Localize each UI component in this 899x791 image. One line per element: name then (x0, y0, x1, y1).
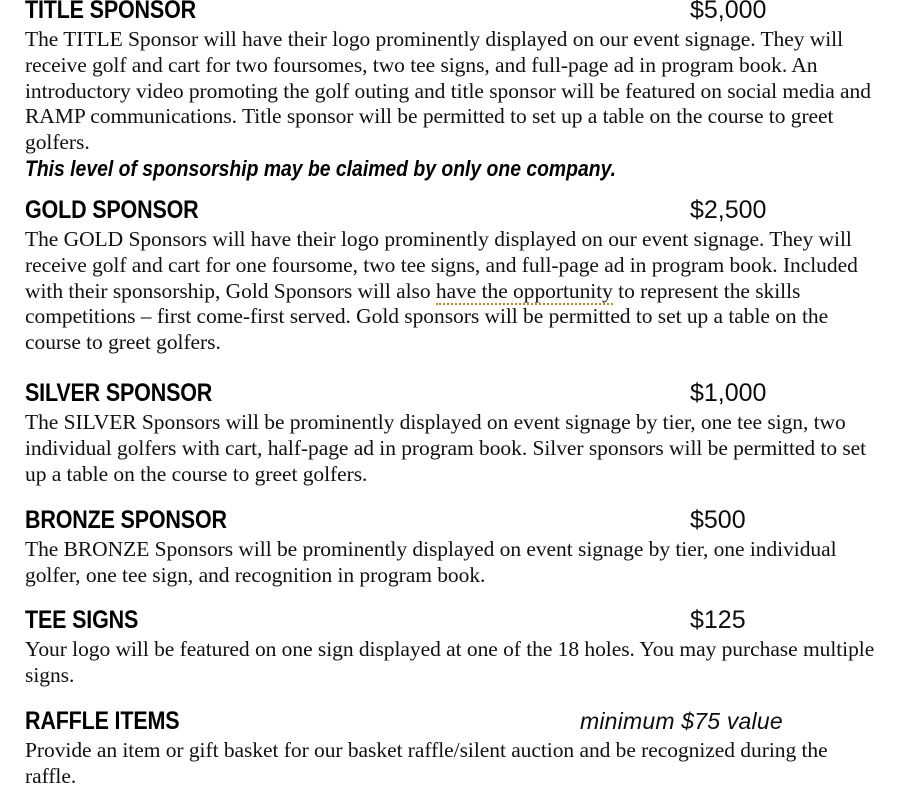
sponsor-section-raffle-items (25, 707, 877, 790)
tier-price-silver: $1,000 (690, 379, 767, 407)
grammar-suggestion-underline[interactable]: have the opportunity (435, 278, 613, 303)
tier-description-gold (25, 227, 877, 356)
tier-description-title: The TITLE Sponsor will have their logo prominently displayed on our event signage. They will receive golf and cart for two foursomes, two tee signs, and full-page ad in program book. An introductory video promoting the golf outing and title sponsor will be featured on social media and RAMP communications. Title sponsor will be permitted to set up a table on the course to greet golfers. (25, 27, 871, 155)
tier-name-tee-signs: TEE SIGNS (25, 606, 139, 634)
tier-name-gold: GOLD SPONSOR (25, 196, 199, 224)
sponsor-section-bronze (25, 506, 877, 589)
tier-description-tee-signs: Your logo will be featured on one sign displayed at one of the 18 holes. You may purchase multiple signs. (25, 637, 875, 687)
sponsor-section-title (25, 0, 877, 182)
tier-description-raffle-items: Provide an item or gift basket for our basket raffle/silent auction and be recognized during the raffle. (25, 738, 828, 788)
sponsor-heading-row-gold (25, 196, 877, 226)
tier-name-raffle-items: RAFFLE ITEMS (25, 707, 180, 735)
tier-description-bronze: The BRONZE Sponsors will be prominently displayed on event signage by tier, one individual golfer, one tee sign, and recognition in program book. (25, 537, 837, 587)
tier-emphasis-note-title: This level of sponsorship may be claimed by only one company. (25, 155, 617, 181)
sponsor-section-tee-signs (25, 606, 877, 689)
tier-price-raffle-items: minimum $75 value (580, 708, 783, 734)
tier-description-gold-part2: to represent the skills competitions – first come-first served. Gold sponsors will be permitted to set up a table on the course to greet golfers. (25, 278, 829, 355)
tier-price-title: $5,000 (690, 0, 767, 24)
tier-price-bronze: $500 (690, 506, 746, 534)
tier-description-gold-part1: The GOLD Sponsors will have their logo prominently displayed on our event signage. They will receive golf and cart for one foursome, two tee signs, and full-page ad in program book. Included with their sponsorship, Gold Sponsors will also (25, 227, 858, 303)
sponsor-heading-row-tee-signs (25, 606, 877, 636)
tier-price-tee-signs: $125 (690, 606, 746, 634)
tier-price-gold: $2,500 (690, 196, 767, 224)
sponsor-heading-row-silver (25, 379, 877, 409)
sponsor-heading-row-raffle-items (25, 707, 877, 737)
tier-description-silver: The SILVER Sponsors will be prominently displayed on event signage by tier, one tee sign, two individual golfers with cart, half-page ad in program book. Silver sponsors will be permitted to set up a table on the course to greet golfers. (25, 410, 867, 486)
sponsor-section-silver (25, 379, 877, 487)
tier-name-silver: SILVER SPONSOR (25, 379, 213, 407)
sponsor-heading-row-title (25, 0, 877, 26)
tier-name-bronze: BRONZE SPONSOR (25, 506, 227, 534)
sponsor-heading-row-bronze (25, 506, 877, 536)
sponsor-section-gold (25, 196, 877, 356)
tier-name-title: TITLE SPONSOR (25, 0, 196, 24)
